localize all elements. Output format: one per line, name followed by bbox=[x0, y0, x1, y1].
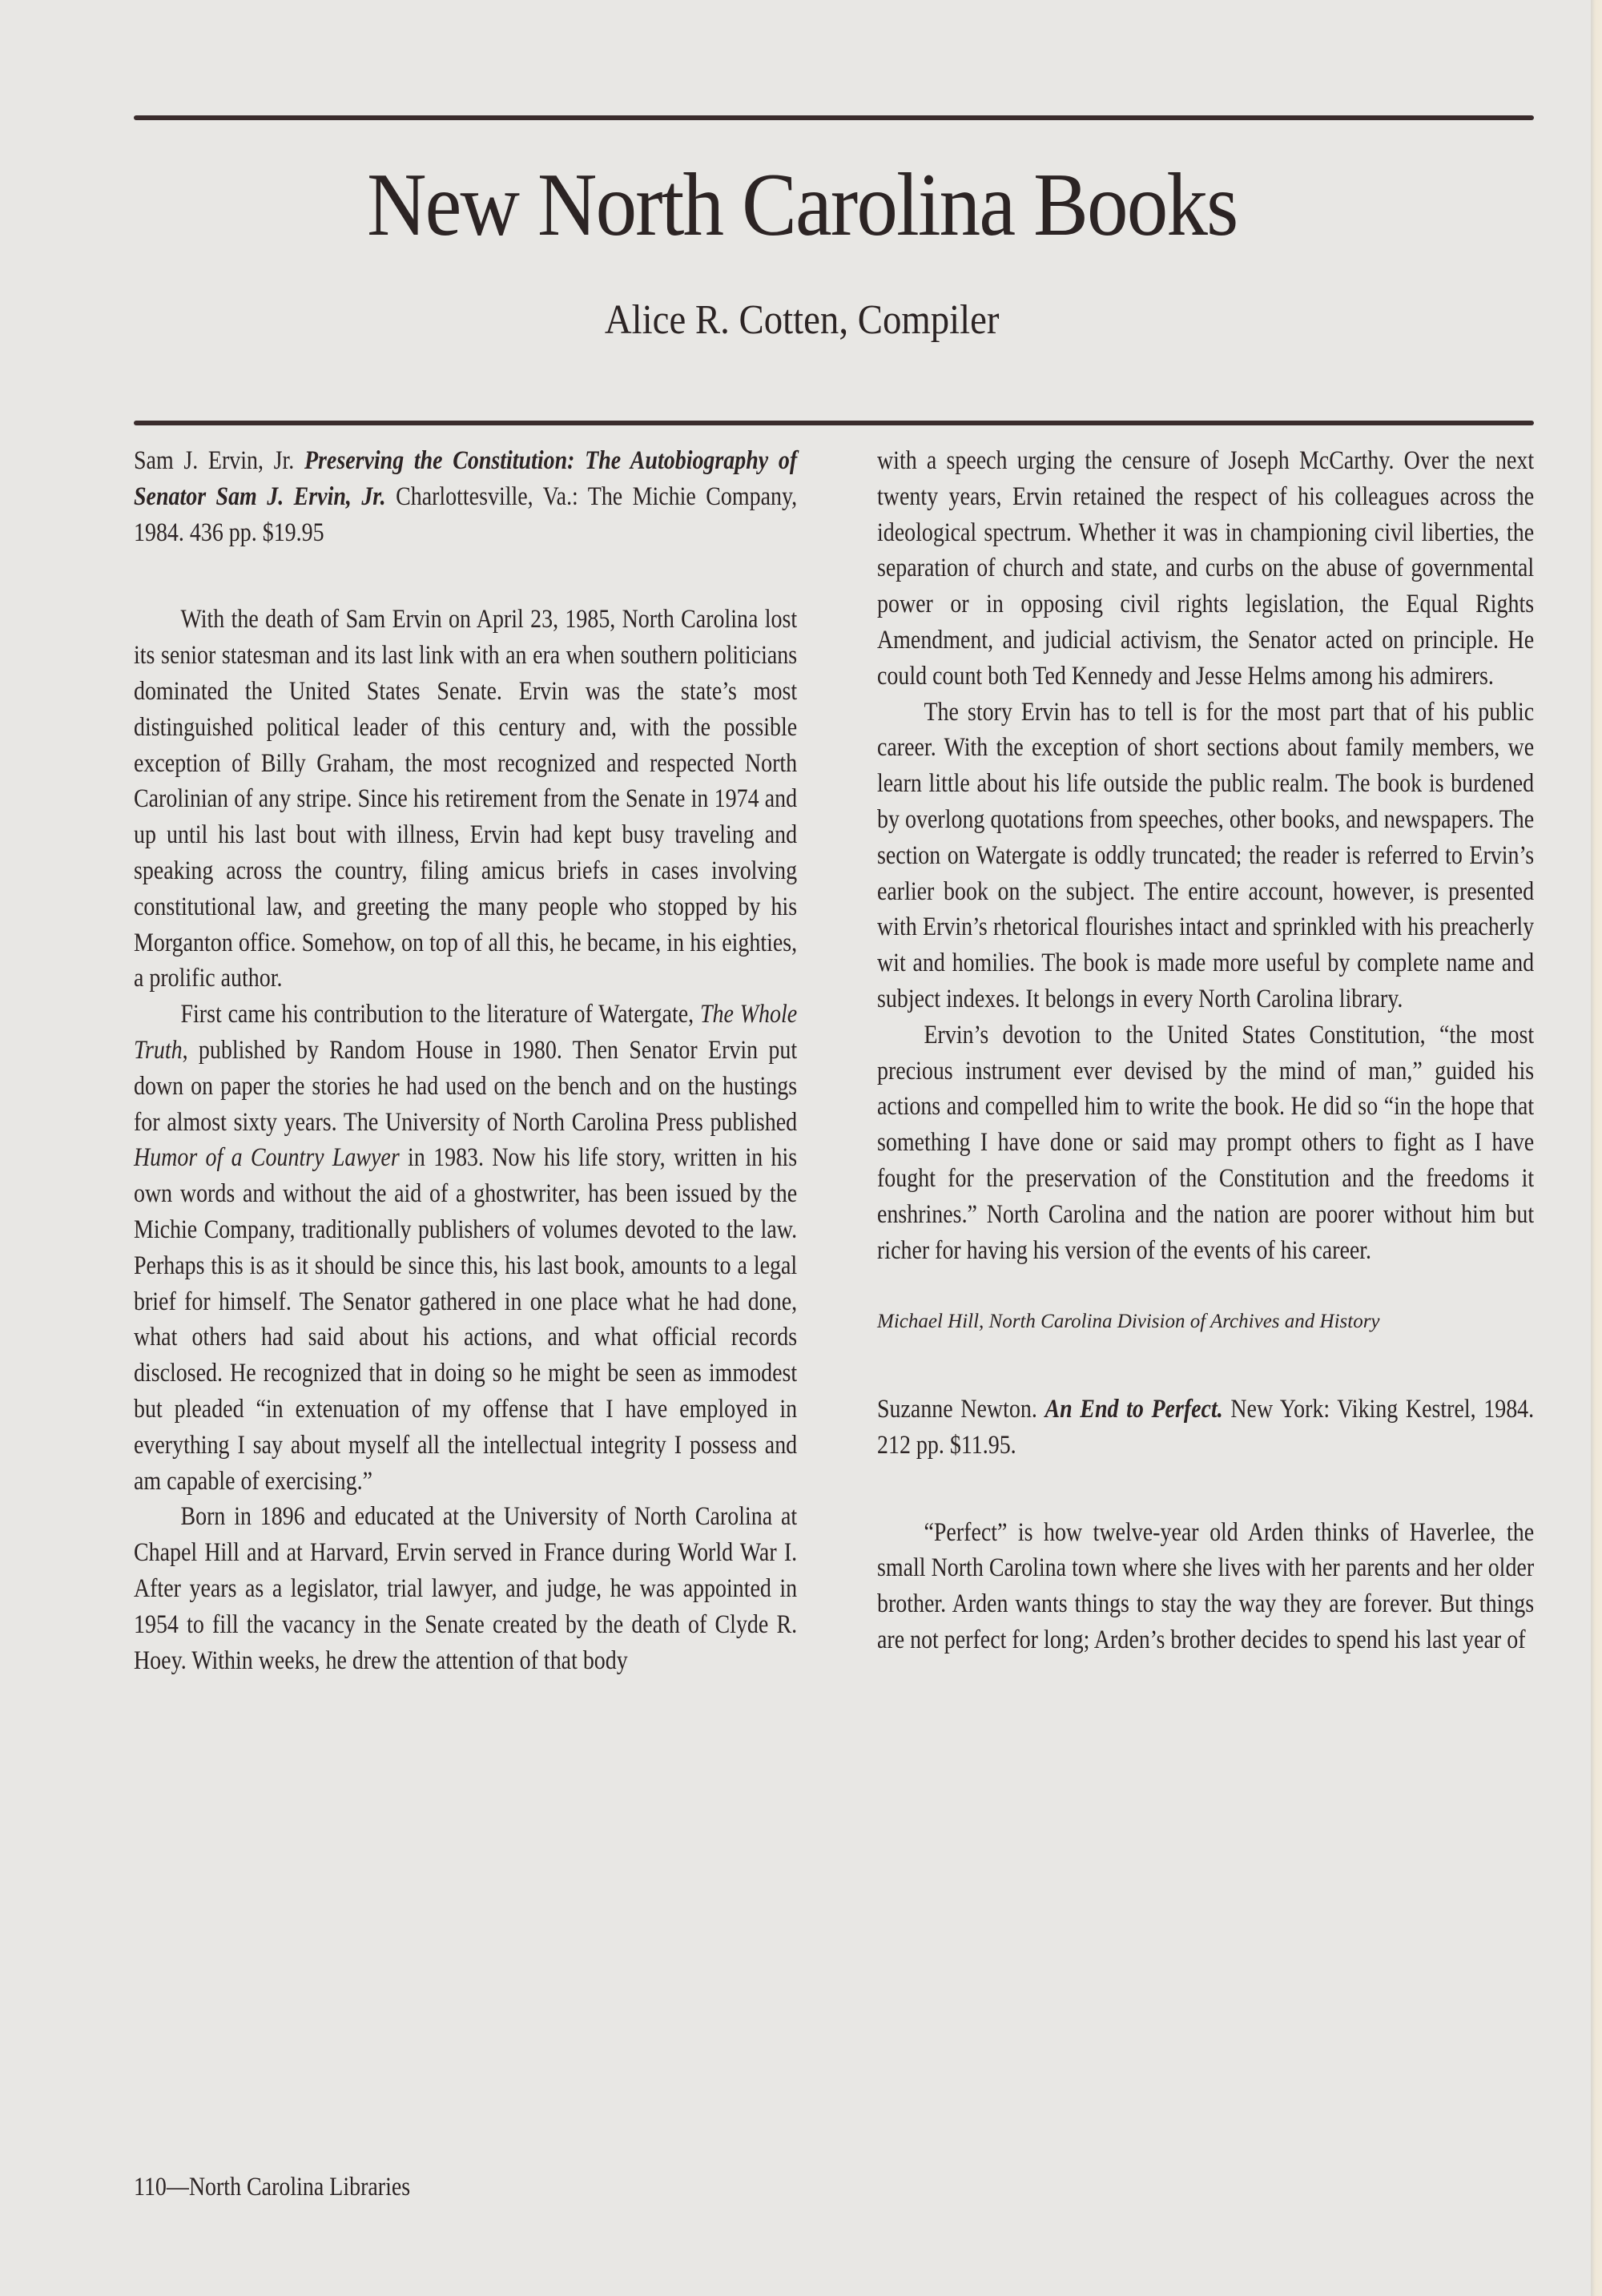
paragraph: Born in 1896 and educated at the University of North Carolina at Chapel Hill and at Harvard, Ervin served in France during World War I. After years as a legislator, trial lawyer, and judge, he was appointed in 1954 to fill the vacancy in the Senate created by the death of Clyde R. Hoey. Within weeks, he drew the attention of that body bbox=[134, 1502, 798, 1675]
paragraph: “Perfect” is how twelve-year old Arden thinks of Haverlee, the small North Carolina town where she lives with her parents and her older brother. Arden wants things to stay the way they are forever. But things are not perfect for long; Arden’s brother decides to spend his last year of bbox=[877, 1517, 1535, 1654]
review-2-body bbox=[877, 1515, 1534, 1658]
page-edge bbox=[1591, 0, 1602, 2296]
book-author: Suzanne Newton. bbox=[877, 1394, 1037, 1424]
cited-work-title: Humor of a Country Lawyer bbox=[134, 1143, 400, 1173]
book-title: Preserving the Constitution: The Autobiography of Senator Sam J. Ervin, Jr. bbox=[134, 446, 798, 511]
paragraph: Ervin’s devotion to the United States Constitution, “the most precious instrument ever devised by the mind of man,” guided his actions and compelled him to write the book. He did so “in the hope that something I have done or said may prompt others to fight as I have fought for the preservation of the Constitution and the freedoms it enshrines.” North Carolina and the nation are poorer without him but richer for having his version of the events of his career. bbox=[877, 1020, 1535, 1265]
paragraph: With the death of Sam Ervin on April 23, 1985, North Carolina lost its senior statesman and its last link with an era when southern politicians dominated the United States Senate. Ervin was the state’s most distinguished political leader of this century and, with the possible exception of Billy Graham, the most recognized and respected North Carolinian of any stripe. Since his retirement from the Senate in 1974 and up until his last bout with illness, Ervin had kept busy traveling and speaking across the country, filing amicus briefs in cases involving constitutional law, and greeting the many people who stopped by his Morganton office. Somehow, on top of all this, he became, in his eighties, a prolific author. bbox=[134, 605, 798, 993]
paragraph: The story Ervin has to tell is for the most part that of his public career. With the exception of short sections about family members, we learn little about his life outside the public realm. The book is burdened by overlong quotations from speeches, other books, and newspapers. The section on Watergate is oddly truncated; the reader is referred to Ervin’s earlier book on the subject. The entire account, however, is presented with Ervin’s rhetorical flourishes intact and sprinkled with his preacherly wit and homilies. The book is made more useful by complete name and subject indexes. It belongs in every North Carolina library. bbox=[877, 697, 1535, 1013]
right-column bbox=[877, 443, 1534, 1658]
left-column bbox=[134, 443, 797, 1678]
book-author: Sam J. Ervin, Jr. bbox=[134, 446, 295, 475]
review-1-body-left bbox=[134, 602, 797, 1678]
reviewer-credit: Michael Hill, North Carolina Division of Archives and History bbox=[877, 1311, 1380, 1333]
cited-work-title: The Whole Truth bbox=[134, 1000, 798, 1065]
page-title: New North Carolina Books bbox=[367, 155, 1238, 255]
book-publication: New York: Viking Kestrel, 1984. 212 pp. $11.95. bbox=[877, 1394, 1535, 1460]
compiler-byline: Alice R. Cotten, Compiler bbox=[604, 297, 1000, 343]
header-rule-top bbox=[134, 115, 1534, 120]
paragraph: First came his contribution to the literature of Watergate, The Whole Truth, published by Random House in 1980. Then Senator Ervin put down on paper the stories he had used on the bench and on the hustings for almost sixty years. The University of North Carolina Press published Humor of a Country Lawyer in 1983. Now his life story, written in his own words and without the aid of a ghostwriter, has been issued by the Michie Company, traditionally publishers of volumes devoted to the law. Perhaps this is as it should be since this, his last book, amounts to a legal brief for himself. The Senator gathered in one place what he had done, what others had said about his actions, and what official records disclosed. He recognized that in doing so he might be seen as immodest but pleaded “in extenuation of my offense that I have employed in everything I say about myself all the intellectual integrity I possess and am capable of exercising.” bbox=[134, 1000, 798, 1496]
book-title: An End to Perfect. bbox=[1045, 1394, 1223, 1424]
page-footer bbox=[134, 2171, 455, 2203]
review-1-citation bbox=[134, 443, 797, 550]
book-publication: Charlottesville, Va.: The Michie Company, 1984. 436 pp. $19.95 bbox=[134, 481, 798, 547]
review-1-body-right bbox=[877, 443, 1534, 1268]
header-rule-bottom bbox=[134, 421, 1534, 425]
review-2-citation bbox=[877, 1392, 1534, 1464]
page-number-label: 110—North Carolina Libraries bbox=[134, 2173, 411, 2201]
paragraph: with a speech urging the censure of Joseph McCarthy. Over the next twenty years, Ervin retained the respect of his colleagues across the ideological spectrum. Whether it was in championing civil liberties, the separation of church and state, and curbs on the abuse of governmental power or in opposing civil rights legislation, the Equal Rights Amendment, and judicial activism, the Senator acted on principle. He could count both Ted Kennedy and Jesse Helms among his admirers. bbox=[877, 446, 1535, 691]
